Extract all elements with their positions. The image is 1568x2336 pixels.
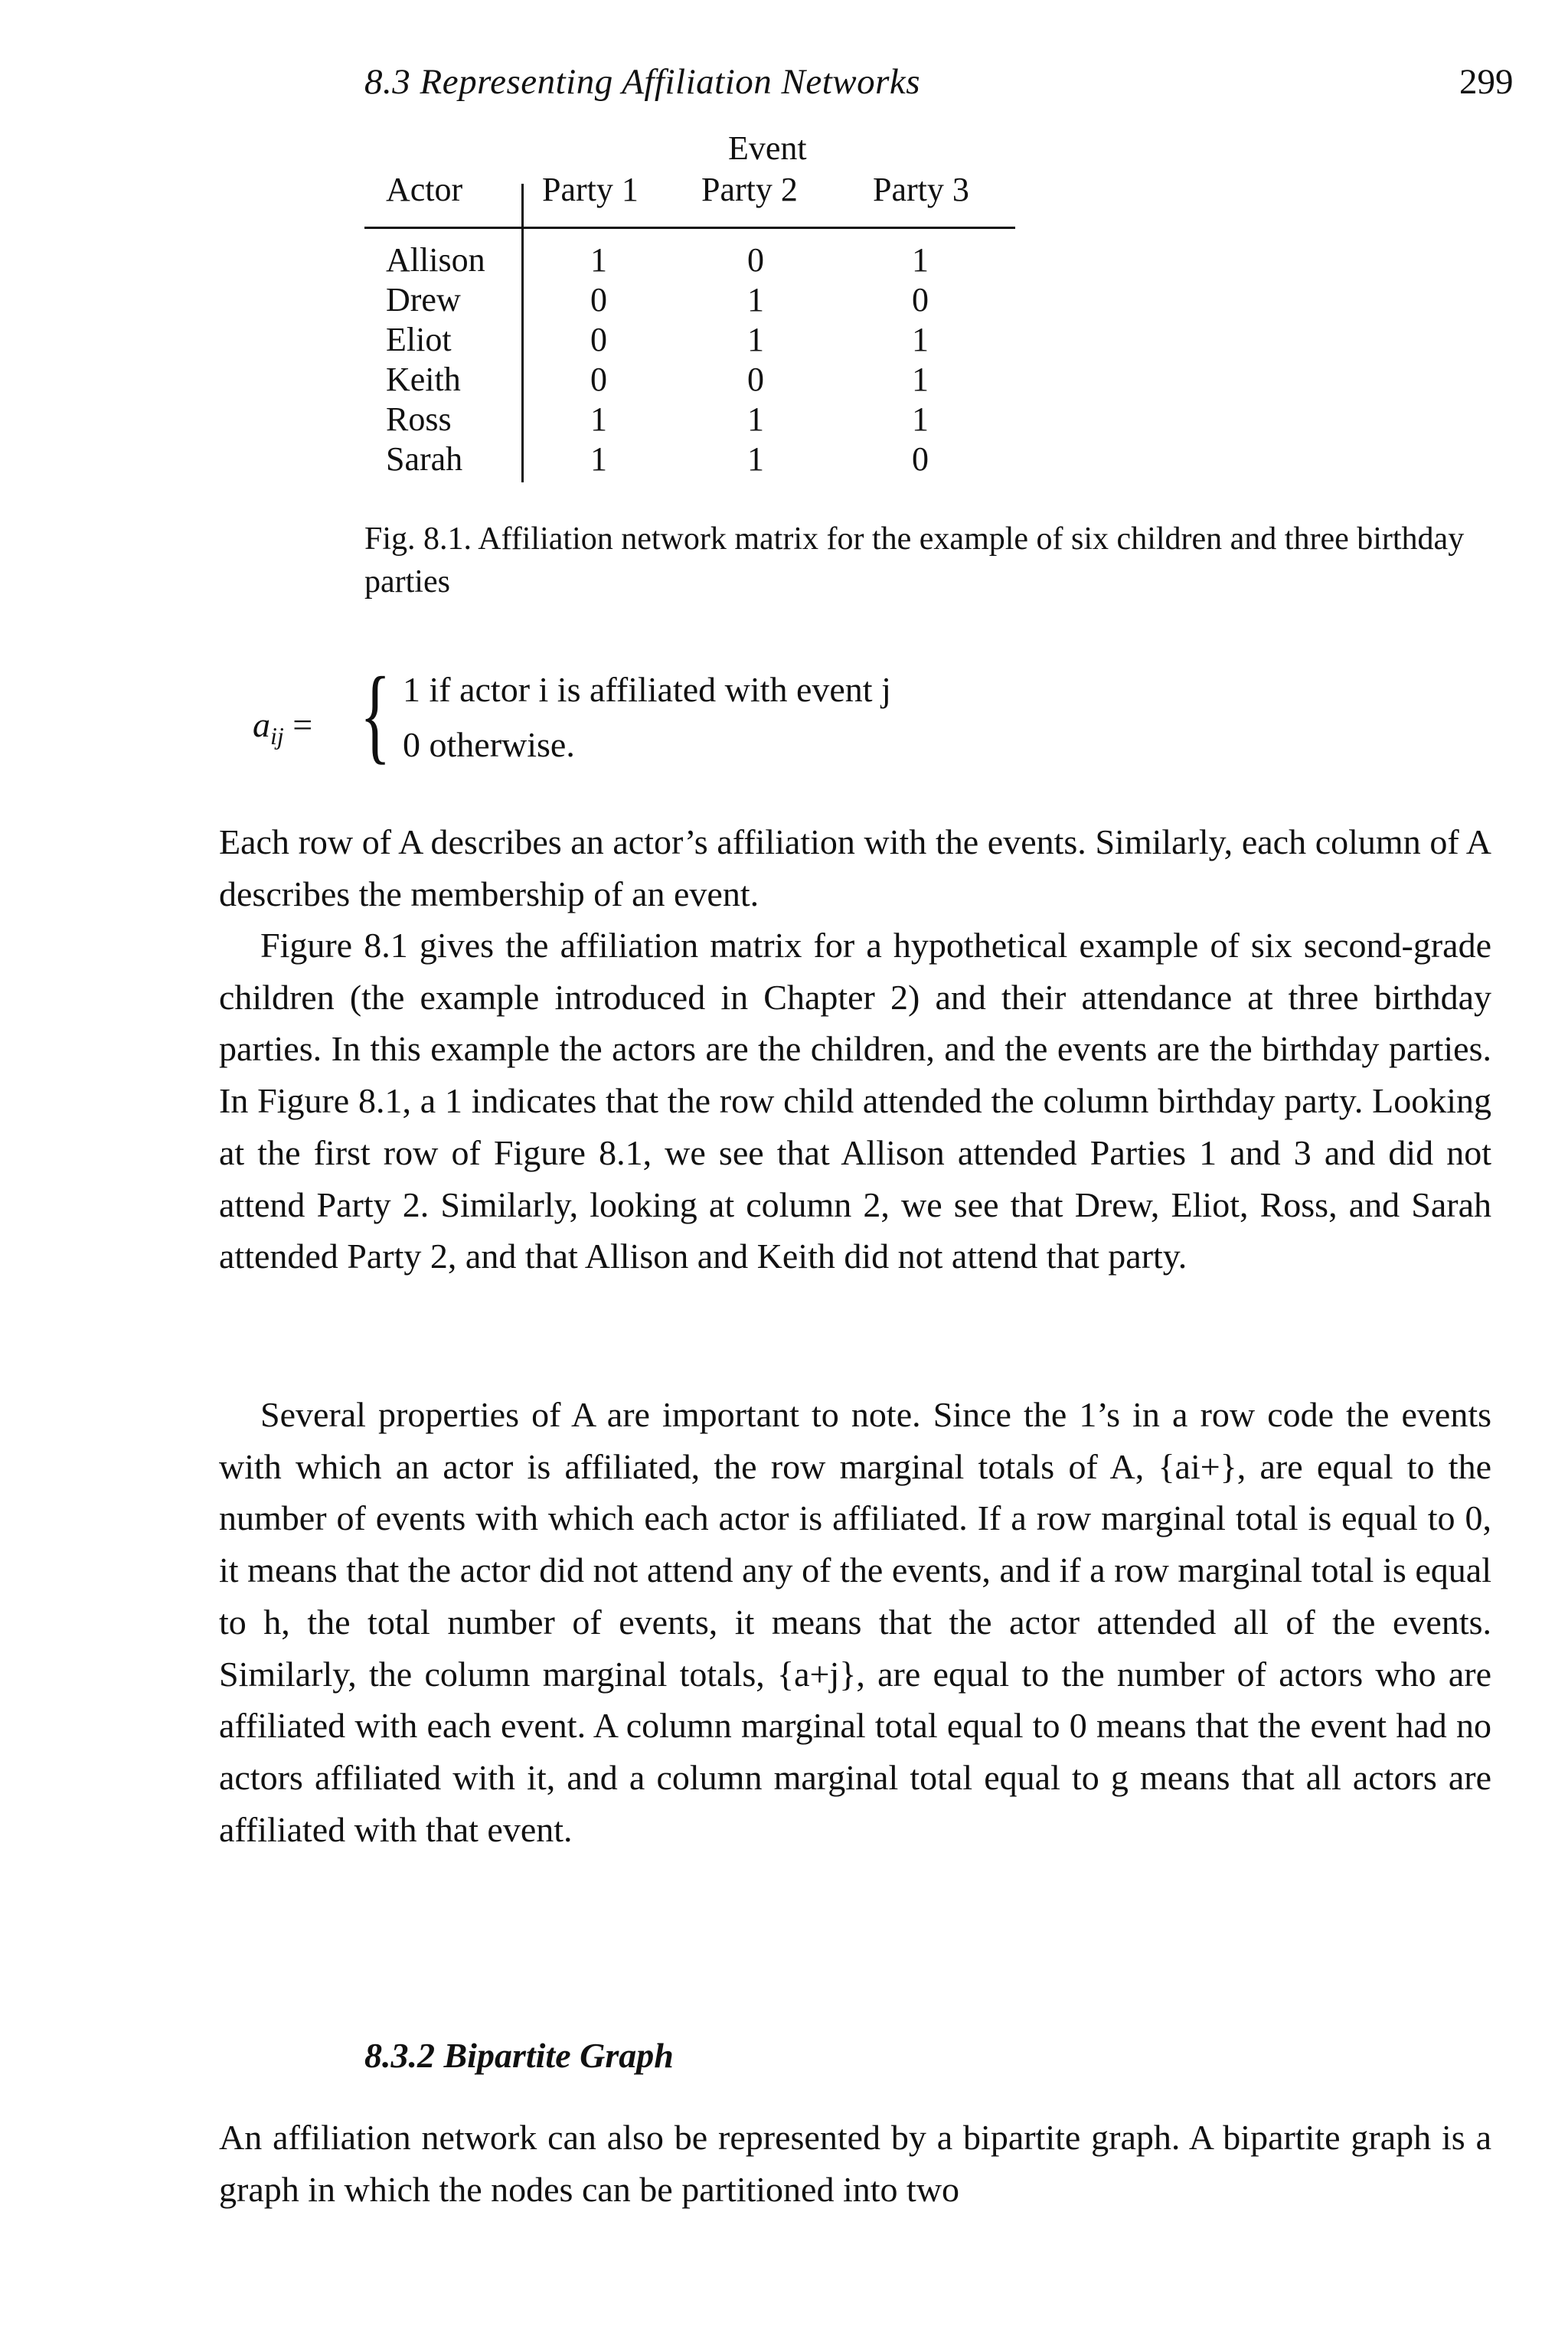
row-label: Allison [386,241,485,279]
table-cell: 0 [912,440,929,478]
formula-variable: a [253,705,270,744]
table-cell: 1 [747,281,764,319]
table-cell: 0 [912,281,929,319]
table-cell: 1 [912,321,929,358]
column-header: Party 3 [873,171,969,208]
table-horizontal-rule [364,227,1015,229]
section-heading: 8.3.2 Bipartite Graph [364,2036,674,2075]
column-header: Party 2 [701,171,798,208]
figure-caption: Fig. 8.1. Affiliation network matrix for the example of six children and three birthday parties [364,521,1465,600]
event-header: Event [728,129,807,167]
affiliation-formula [253,655,1171,781]
body-paragraph: Each row of A describes an actor’s affiliation with the events. Similarly, each column of A describes the membership of an event. [219,822,1491,913]
table-cell: 0 [590,361,607,398]
formula-equals: = [292,705,313,744]
table-cell: 1 [590,440,607,478]
running-head: 8.3 Representing Affiliation Networks [364,62,921,102]
table-cell: 1 [747,400,764,438]
table-cell: 0 [590,321,607,358]
page-number: 299 [1459,62,1514,102]
table-cell: 1 [590,241,607,279]
formula-subscript: ij [270,722,284,750]
column-header: Party 1 [542,171,639,208]
body-paragraph: Several properties of A are important to note. Since the 1’s in a row code the events with which an actor is affiliated, the row marginal totals of A, {ai+}, are equal to the number of events with which each actor is affiliated. If a row marginal total is equal to 0, it means that the actor did not attend any of the events, and if a row marginal total is equal to h, the total number of events, it means that the actor attended all of the events. Similarly, the column marginal totals, {a+j}, are equal to the number of actors who are affiliated with each event. A column marginal total equal to 0 means that the event had no actors affiliated with it, and a column marginal total equal to g means that all actors are affiliated with that event. [219,1395,1491,1849]
formula-case-2: 0 otherwise. [403,725,575,764]
table-cell: 1 [912,361,929,398]
formula-brace: { [360,655,391,774]
table-cell: 1 [747,321,764,358]
body-paragraph: An affiliation network can also be represented by a bipartite graph. A bipartite graph is a graph in which the nodes can be partitioned into two [219,2118,1491,2209]
table-cell: 1 [912,400,929,438]
actor-header: Actor [386,171,463,208]
formula-lhs [253,704,312,750]
table-cell: 1 [747,440,764,478]
table-cell: 1 [590,400,607,438]
formula-case-1: 1 if actor i is affiliated with event j [403,670,891,709]
row-label: Ross [386,400,452,438]
row-label: Eliot [386,321,452,358]
table-cell: 1 [912,241,929,279]
row-label: Sarah [386,440,463,478]
affiliation-matrix-table [364,129,1015,488]
table-cell: 0 [590,281,607,319]
body-paragraph: Figure 8.1 gives the affiliation matrix for a hypothetical example of six second-grade children (the example introduced in Chapter 2) and their attendance at three birthday parties. In this example the actors are the children, and the events are the birthday parties. In Figure 8.1, a 1 indicates that the row child attended the column birthday party. Looking at the first row of Figure 8.1, we see that Allison attended Parties 1 and 3 and did not attend Party 2. Similarly, looking at column 2, we see that Drew, Eliot, Ross, and Sarah attended Party 2, and that Allison and Keith did not attend that party. [219,926,1491,1276]
row-label: Keith [386,361,461,398]
row-label: Drew [386,281,461,319]
table-cell: 0 [747,361,764,398]
table-cell: 0 [747,241,764,279]
